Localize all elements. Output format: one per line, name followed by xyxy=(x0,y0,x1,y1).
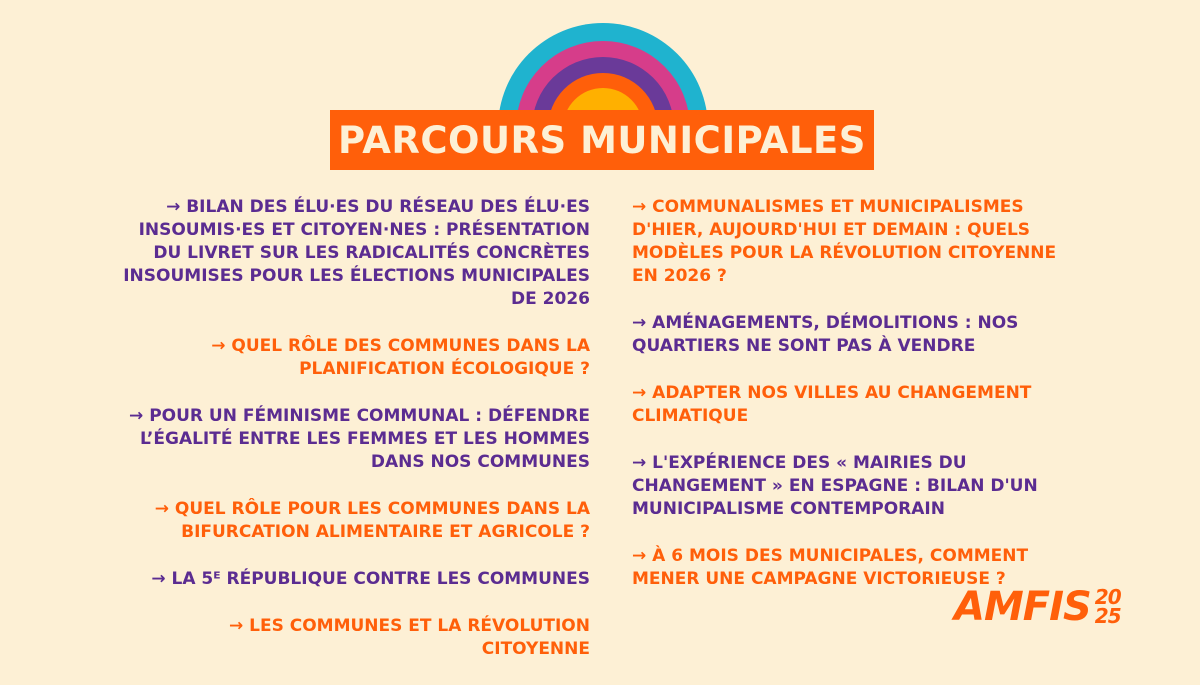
right-column xyxy=(632,196,1077,615)
session-item: → AMÉNAGEMENTS, DÉMOLITIONS : NOS QUARTIERS NE SONT PAS À VENDRE xyxy=(632,313,1019,356)
session-item: → POUR UN FÉMINISME COMMUNAL : DÉFENDRE L’ÉGALITÉ ENTRE LES FEMMES ET LES HOMMES DANS NOS COMMUNES xyxy=(129,406,590,472)
amfis-logo xyxy=(954,585,1121,629)
session-item: → LES COMMUNES ET LA RÉVOLUTION CITOYENNE xyxy=(228,616,590,659)
session-item: → LA 5ᴱ RÉPUBLIQUE CONTRE LES COMMUNES xyxy=(151,569,590,589)
logo-year xyxy=(1094,585,1121,628)
session-item: → L'EXPÉRIENCE DES « MAIRIES DU CHANGEMENT » EN ESPAGNE : BILAN D'UN MUNICIPALISME CONTEMPORAIN xyxy=(632,453,1038,519)
session-item: → COMMUNALISMES ET MUNICIPALISMES D'HIER, AUJOURD'HUI ET DEMAIN : QUELS MODÈLES POUR LA RÉVOLUTION CITOYENNE EN 2026 ? xyxy=(632,197,1057,286)
left-column xyxy=(120,196,590,685)
session-item: → QUEL RÔLE DES COMMUNES DANS LA PLANIFICATION ÉCOLOGIQUE ? xyxy=(211,336,590,379)
title-banner xyxy=(330,110,874,170)
session-item: → QUEL RÔLE POUR LES COMMUNES DANS LA BIFURCATION ALIMENTAIRE ET AGRICOLE ? xyxy=(154,499,590,542)
logo-year-bottom: 25 xyxy=(1094,604,1121,628)
logo-word: AMFIS xyxy=(954,584,1091,630)
session-item: → À 6 MOIS DES MUNICIPALES, COMMENT MENER UNE CAMPAGNE VICTORIEUSE ? xyxy=(632,546,1029,589)
session-item: → ADAPTER NOS VILLES AU CHANGEMENT CLIMATIQUE xyxy=(632,383,1032,426)
page-title: PARCOURS MUNICIPALES xyxy=(338,118,866,162)
session-item: → BILAN DES ÉLU·ES DU RÉSEAU DES ÉLU·ES INSOUMIS·ES ET CITOYEN·NES : PRÉSENTATION DU LIVRET SUR LES RADICALITÉS CONCRÈTES INSOUMISES POUR LES ÉLECTIONS MUNICIPALES DE 2026 xyxy=(123,197,590,309)
logo-year-top: 20 xyxy=(1094,585,1121,609)
